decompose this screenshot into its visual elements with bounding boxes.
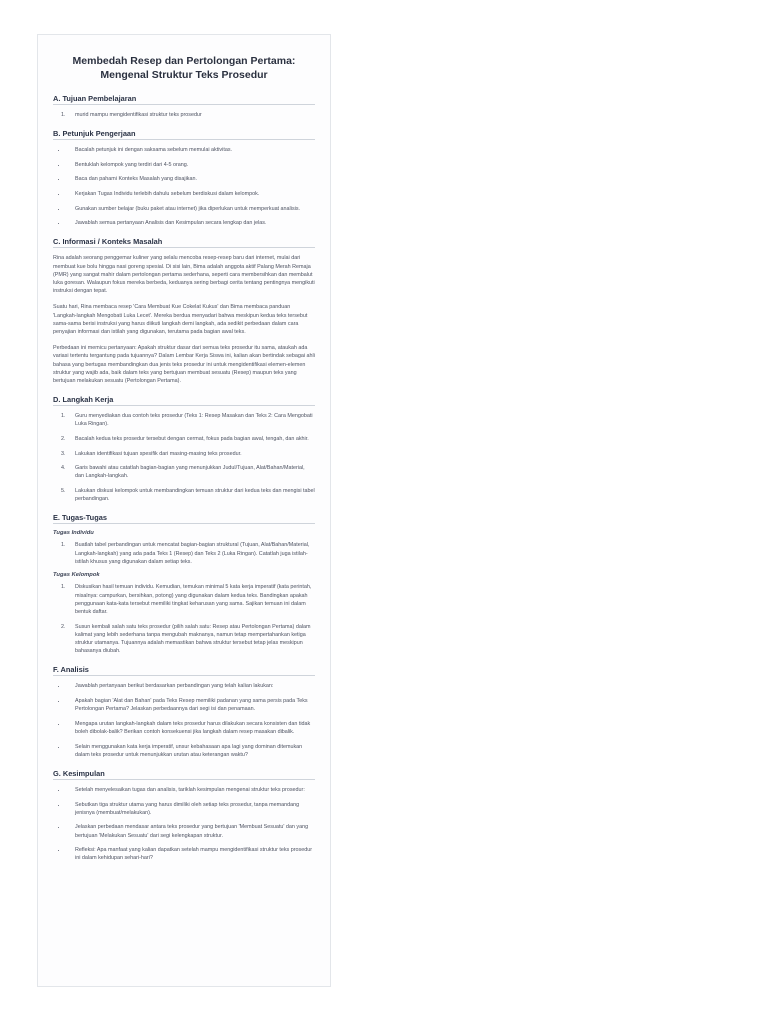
list-item: • Baca dan pahami Konteks Masalah yang disajikan. xyxy=(67,175,315,183)
list-item: • Setelah menyelesaikan tugas dan analisis, tariklah kesimpulan mengenai struktur teks prosedur: xyxy=(67,786,315,794)
list-item: 4. Garis bawahi atau catatlah bagian-bagian yang menunjukkan Judul/Tujuan, Alat/Bahan/Material, dan Langkah-langkah. xyxy=(67,464,315,480)
list-item: • Kerjakan Tugas Individu terlebih dahulu sebelum berdiskusi dalam kelompok. xyxy=(67,190,315,198)
list-item: • Sebutkan tiga struktur utama yang harus dimiliki oleh setiap teks prosedur, tanpa memandang jenisnya (membuat/melakukan). xyxy=(67,801,315,817)
subheading-individu: Tugas Individu xyxy=(53,530,94,537)
section-heading: A. Tujuan Pembelajaran xyxy=(53,94,315,105)
list-item: 1. Diskusikan hasil temuan individu. Kemudian, temukan minimal 5 kata kerja imperatif (kata perintah, misalnya: campurkan, bersihkan, potong) yang digunakan dalam kedua teks. Bandingkan apakah penggunaan kata-kata tersebut memiliki tingkat keharusan yang sama. Sajikan temuan ini dalam bentuk daftar. xyxy=(67,583,315,616)
section-analisis xyxy=(53,665,315,759)
section-tugas xyxy=(53,513,315,655)
section-heading: E. Tugas-Tugas xyxy=(53,513,315,524)
worksheet-page xyxy=(37,34,331,987)
list-item: • Jawablah pertanyaan berikut berdasarkan perbandingan yang telah kalian lakukan: xyxy=(67,682,315,690)
list-item: 1. Buatlah tabel perbandingan untuk mencatat bagian-bagian struktural (Tujuan, Alat/Bahan/Material, Langkah-langkah) yang ada pada Teks 1 (Resep) dan Teks 2 (Luka Ringan). Catatlah juga istilah-istilah khusus yang digunakan dalam setiap teks. xyxy=(67,541,315,566)
context-paragraph: Perbedaan ini memicu pertanyaan: Apakah struktur dasar dari semua teks prosedur itu sama, ataukah ada variasi tertentu tergantung pada tujuannya? Dalam Lembar Kerja Siswa ini, kalian akan bertindak sebagai ahli bahasa yang bertugas membandingkan dua jenis teks prosedur ini untuk mengidentifikasi elemen-elemen struktur yang wajib ada, baik dalam teks yang bertujuan membuat sesuatu (Resep) maupun teks yang bertujuan melakukan sesuatu (Pertolongan Pertama). xyxy=(53,345,315,385)
list-item: 2. Bacalah kedua teks prosedur tersebut dengan cermat, fokus pada bagian awal, tengah, dan akhir. xyxy=(67,435,315,443)
list-item: • Mengapa urutan langkah-langkah dalam teks prosedur harus dilakukan secara konsisten dan tidak boleh dibolak-balik? Berikan contoh konsekuensi jika langkah dalam resep masakan dibalik. xyxy=(67,720,315,736)
list-item: • Apakah bagian 'Alat dan Bahan' pada Teks Resep memiliki padanan yang sama persis pada Teks Pertolongan Pertama? Jelaskan perbedaannya dari segi isi dan penamaan. xyxy=(67,697,315,713)
section-heading: G. Kesimpulan xyxy=(53,769,315,780)
analysis-list xyxy=(53,682,315,759)
title-line-1: Membedah Resep dan Pertolongan Pertama: xyxy=(72,55,296,67)
list-item: 5. Lakukan diskusi kelompok untuk membandingkan temuan struktur dari kedua teks dan mengisi tabel perbandingan. xyxy=(67,487,315,503)
instruction-list xyxy=(53,146,315,227)
list-item: 3. Lakukan identifikasi tujuan spesifik dari masing-masing teks prosedur. xyxy=(67,450,315,458)
subheading-kelompok: Tugas Kelompok xyxy=(53,572,100,579)
list-item: • Jawablah semua pertanyaan Analisis dan Kesimpulan secara lengkap dan jelas. xyxy=(67,219,315,227)
section-langkah xyxy=(53,395,315,503)
section-heading: F. Analisis xyxy=(53,665,315,676)
list-item: 1. Guru menyediakan dua contoh teks prosedur (Teks 1: Resep Masakan dan Teks 2: Cara Mengobati Luka Ringan). xyxy=(67,412,315,428)
section-konteks xyxy=(53,237,315,385)
section-heading: B. Petunjuk Pengerjaan xyxy=(53,129,315,140)
section-tujuan xyxy=(53,94,315,119)
list-item: • Refleksi: Apa manfaat yang kalian dapatkan setelah mampu mengidentifikasi struktur teks prosedur ini dalam kehidupan sehari-hari? xyxy=(67,846,315,862)
context-paragraph: Rina adalah seorang penggemar kuliner yang selalu mencoba resep-resep baru dari internet, mulai dari membuat kue bolu hingga nasi goreng spesial. Di sisi lain, Bima adalah anggota aktif Palang Merah Remaja (PMR) yang sangat mahir dalam pertolongan pertama sederhana, seperti cara membersihkan dan membalut luka goresan. Walaupun fokus mereka berbeda, keduanya sering berbagi cerita tentang pentingnya mengikuti instruksi dengan tepat. xyxy=(53,255,315,295)
list-item: • Selain menggunakan kata kerja imperatif, unsur kebahasaan apa lagi yang dominan ditemukan dalam teks prosedur untuk menunjukkan urutan atau keterangan waktu? xyxy=(67,743,315,759)
context-paragraph: Suatu hari, Rina membaca resep 'Cara Membuat Kue Cokelat Kukus' dan Bima membaca panduan 'Langkah-langkah Mengobati Luka Lecet'. Mereka berdua menyadari bahwa meskipun kedua teks tersebut sama-sama berisi instruksi yang harus diikuti langkah demi langkah, ada sedikit perbedaan dalam cara penyajian informasi dan istilah yang digunakan, terutama pada bagian awal teks. xyxy=(53,304,308,335)
list-item: • Bentuklah kelompok yang terdiri dari 4-5 orang. xyxy=(67,161,315,169)
section-heading: C. Informasi / Konteks Masalah xyxy=(53,237,315,248)
list-item: • Bacalah petunjuk ini dengan saksama sebelum memulai aktivitas. xyxy=(67,146,315,154)
group-task-list xyxy=(53,583,315,655)
section-kesimpulan xyxy=(53,769,315,863)
step-list xyxy=(53,412,315,503)
title-line-2: Mengenal Struktur Teks Prosedur xyxy=(100,69,268,81)
list-item: • Gunakan sumber belajar (buku paket atau internet) jika diperlukan untuk memperkuat analisis. xyxy=(67,205,315,213)
conclusion-list xyxy=(53,786,315,863)
section-heading: D. Langkah Kerja xyxy=(53,395,315,406)
page-title xyxy=(53,54,315,82)
individual-task-list xyxy=(53,541,315,566)
list-item: 1. murid mampu mengidentifikasi struktur teks prosedur xyxy=(67,111,315,119)
list-item: 2. Susun kembali salah satu teks prosedur (pilih salah satu: Resep atau Pertolongan Pertama) dalam kalimat yang lebih sederhana tanpa mengubah maknanya, namun tetap mempertahankan ketiga struktur utamanya. Tujuannya adalah memastikan bahwa struktur tersebut tetap jelas meskipun bahasanya diubah. xyxy=(67,623,315,656)
objective-list xyxy=(53,111,315,119)
list-item: • Jelaskan perbedaan mendasar antara teks prosedur yang bertujuan 'Membuat Sesuatu' dan yang bertujuan 'Melakukan Sesuatu' dari segi kelengkapan struktur. xyxy=(67,823,315,839)
section-petunjuk xyxy=(53,129,315,227)
